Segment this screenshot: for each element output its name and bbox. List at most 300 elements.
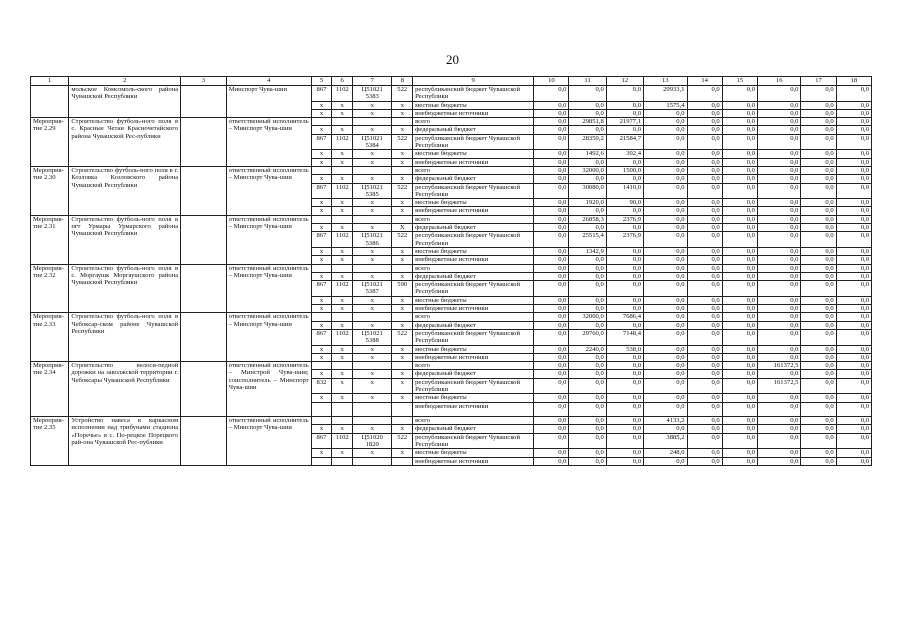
value-cell (353, 264, 392, 272)
executor-cell: Минспорт Чува-шии (226, 86, 311, 118)
value-cell: 0,0 (644, 370, 688, 378)
value-cell: 0,0 (569, 449, 606, 457)
value-cell: 0,0 (757, 86, 801, 102)
value-cell: 0,0 (534, 86, 569, 102)
value-cell: 0,0 (836, 150, 871, 158)
value-cell: 0,0 (687, 101, 722, 109)
value-cell: 0,0 (687, 109, 722, 117)
value-cell: x (332, 158, 353, 166)
value-cell (311, 118, 332, 126)
value-cell: 0,0 (569, 281, 606, 297)
value-cell (311, 457, 332, 465)
value-cell: 0,0 (687, 272, 722, 280)
value-cell: 0,0 (644, 353, 688, 361)
value-cell: 1102 (332, 134, 353, 150)
funding-source-cell: республиканский бюджет Чувашской Республики (413, 281, 534, 297)
value-cell: 0,0 (569, 296, 606, 304)
value-cell (392, 166, 413, 174)
value-cell (311, 362, 332, 370)
value-cell: 0,0 (722, 402, 757, 417)
value-cell: x (392, 425, 413, 433)
event-cell: Мероприя-тие 2.31 (31, 215, 69, 264)
event-cell: Мероприя-тие 2.32 (31, 264, 69, 313)
value-cell (392, 118, 413, 126)
value-cell: 0,0 (836, 433, 871, 449)
column-number: 3 (181, 77, 227, 86)
value-cell: x (311, 296, 332, 304)
value-cell: 29933,1 (644, 86, 688, 102)
value-cell: 0,0 (836, 362, 871, 370)
value-cell: 0,0 (534, 215, 569, 223)
value-cell: 0,0 (644, 313, 688, 321)
value-cell: 0,0 (801, 101, 836, 109)
value-cell: 0,0 (606, 402, 643, 417)
value-cell: 0,0 (836, 281, 871, 297)
value-cell: 0,0 (801, 296, 836, 304)
value-cell: 0,0 (757, 199, 801, 207)
value-cell: 0,0 (644, 321, 688, 329)
value-cell: 0,0 (644, 134, 688, 150)
value-cell: 0,0 (687, 126, 722, 134)
value-cell: 0,0 (606, 321, 643, 329)
value-cell (353, 417, 392, 425)
funding-source-cell: всего (413, 313, 534, 321)
value-cell: 0,0 (757, 417, 801, 425)
value-cell (332, 362, 353, 370)
value-cell: x (332, 321, 353, 329)
value-cell: x (392, 305, 413, 313)
value-cell: 0,0 (836, 296, 871, 304)
value-cell: 0,0 (836, 199, 871, 207)
value-cell: x (353, 224, 392, 232)
value-cell: 0,0 (722, 256, 757, 264)
empty-cell (181, 215, 227, 264)
value-cell: 0,0 (722, 457, 757, 465)
value-cell: x (332, 175, 353, 183)
value-cell (332, 166, 353, 174)
value-cell: 0,0 (534, 353, 569, 361)
value-cell: 0,0 (606, 378, 643, 394)
value-cell: 0,0 (606, 449, 643, 457)
value-cell: 0,0 (534, 158, 569, 166)
value-cell: x (311, 109, 332, 117)
value-cell (353, 118, 392, 126)
value-cell: 0,0 (534, 362, 569, 370)
value-cell: 0,0 (801, 281, 836, 297)
value-cell: X (392, 224, 413, 232)
value-cell: x (332, 305, 353, 313)
value-cell (311, 264, 332, 272)
value-cell: x (353, 378, 392, 394)
value-cell: 0,0 (644, 402, 688, 417)
value-cell: 0,0 (606, 207, 643, 215)
value-cell: 1102 (332, 232, 353, 248)
value-cell: 0,0 (687, 425, 722, 433)
value-cell: 7148,4 (606, 329, 643, 345)
column-number: 7 (353, 77, 392, 86)
value-cell: x (392, 296, 413, 304)
value-cell (392, 264, 413, 272)
value-cell: 0,0 (801, 272, 836, 280)
value-cell: 0,0 (606, 417, 643, 425)
value-cell: x (332, 224, 353, 232)
value-cell: 0,0 (836, 370, 871, 378)
funding-source-cell: местные бюджеты (413, 247, 534, 255)
value-cell: 0,0 (569, 378, 606, 394)
value-cell (353, 313, 392, 321)
value-cell: 7686,4 (606, 313, 643, 321)
value-cell: 0,0 (606, 86, 643, 102)
event-name-cell: мольское Комсомоль-ского района Чувашской Республики (69, 86, 181, 118)
funding-source-cell: всего (413, 362, 534, 370)
value-cell: x (311, 101, 332, 109)
value-cell: 0,0 (687, 166, 722, 174)
executor-cell: ответственный исполнитель – Минспорт Чува-шии (226, 417, 311, 466)
value-cell: 0,0 (534, 166, 569, 174)
column-number: 10 (534, 77, 569, 86)
column-number: 9 (413, 77, 534, 86)
value-cell: 0,0 (722, 370, 757, 378)
value-cell: 0,0 (757, 215, 801, 223)
value-cell: 0,0 (534, 345, 569, 353)
value-cell: 0,0 (801, 313, 836, 321)
value-cell: 0,0 (569, 362, 606, 370)
value-cell: 0,0 (534, 449, 569, 457)
value-cell: 0,0 (644, 207, 688, 215)
value-cell: 0,0 (836, 305, 871, 313)
value-cell: 522 (392, 433, 413, 449)
table-header (31, 77, 872, 86)
value-cell: 0,0 (687, 313, 722, 321)
event-cell: Мероприя-тие 2.33 (31, 313, 69, 362)
value-cell: 0,0 (606, 281, 643, 297)
value-cell: 0,0 (644, 394, 688, 402)
value-cell: 0,0 (836, 109, 871, 117)
value-cell: 1102 (332, 86, 353, 102)
value-cell: 0,0 (722, 345, 757, 353)
funding-source-cell: всего (413, 417, 534, 425)
value-cell: 0,0 (644, 215, 688, 223)
value-cell: 0,0 (534, 134, 569, 150)
funding-source-cell: местные бюджеты (413, 394, 534, 402)
funding-source-cell: местные бюджеты (413, 199, 534, 207)
funding-source-cell: местные бюджеты (413, 101, 534, 109)
funding-source-cell: внебюджетные источники (413, 457, 534, 465)
value-cell: x (353, 345, 392, 353)
value-cell: x (353, 321, 392, 329)
value-cell: 0,0 (569, 109, 606, 117)
value-cell: 0,0 (722, 183, 757, 199)
value-cell: 0,0 (606, 158, 643, 166)
value-cell: 0,0 (644, 425, 688, 433)
empty-cell (181, 313, 227, 362)
funding-source-cell: федеральный бюджет (413, 175, 534, 183)
value-cell: 0,0 (722, 166, 757, 174)
value-cell: 1102 (332, 281, 353, 297)
value-cell: 0,0 (606, 362, 643, 370)
value-cell: x (311, 353, 332, 361)
executor-cell: ответственный исполнитель – Минспорт Чува-шии (226, 118, 311, 167)
value-cell: 0,0 (801, 232, 836, 248)
value-cell: 0,0 (722, 232, 757, 248)
value-cell: x (353, 199, 392, 207)
value-cell: 0,0 (757, 433, 801, 449)
value-cell: 522 (392, 183, 413, 199)
value-cell: 0,0 (801, 457, 836, 465)
value-cell: x (353, 207, 392, 215)
funding-source-cell: всего (413, 118, 534, 126)
value-cell: 0,0 (757, 321, 801, 329)
value-cell: 0,0 (687, 449, 722, 457)
value-cell: 21977,1 (606, 118, 643, 126)
value-cell: 0,0 (836, 232, 871, 248)
value-cell: x (353, 101, 392, 109)
value-cell: 0,0 (534, 256, 569, 264)
value-cell: 248,0 (644, 449, 688, 457)
value-cell: 0,0 (534, 199, 569, 207)
value-cell: x (332, 150, 353, 158)
value-cell: x (353, 150, 392, 158)
value-cell: 867 (311, 433, 332, 449)
value-cell: 0,0 (569, 224, 606, 232)
executor-cell: ответственный исполнитель – Минстрой Чува-шии; соисполнитель – Минспорт Чува-шии (226, 362, 311, 417)
value-cell: x (332, 272, 353, 280)
event-name-cell: Строительство футболь-ного поля в с. Красные Четаи Красночетайского района Чувашской Рес-публики (69, 118, 181, 167)
value-cell: x (353, 126, 392, 134)
value-cell: 0,0 (534, 101, 569, 109)
value-cell: 0,0 (687, 86, 722, 102)
value-cell: 0,0 (644, 345, 688, 353)
value-cell: 0,0 (757, 305, 801, 313)
value-cell: x (332, 378, 353, 394)
value-cell: 0,0 (801, 224, 836, 232)
value-cell: 0,0 (569, 256, 606, 264)
value-cell: 0,0 (722, 449, 757, 457)
value-cell (353, 457, 392, 465)
value-cell: 0,0 (801, 345, 836, 353)
value-cell: 1102 (332, 433, 353, 449)
value-cell: 0,0 (801, 417, 836, 425)
value-cell: x (353, 272, 392, 280)
value-cell: 0,0 (836, 264, 871, 272)
value-cell: x (311, 175, 332, 183)
value-cell: 0,0 (606, 101, 643, 109)
funding-source-cell: внебюджетные источники (413, 305, 534, 313)
value-cell: 1575,4 (644, 101, 688, 109)
value-cell: 0,0 (644, 232, 688, 248)
value-cell: 0,0 (836, 215, 871, 223)
value-cell: 0,0 (757, 281, 801, 297)
value-cell: 30080,0 (569, 183, 606, 199)
empty-cell (181, 86, 227, 118)
funding-source-cell: внебюджетные источники (413, 158, 534, 166)
value-cell: 0,0 (569, 158, 606, 166)
value-cell: x (311, 207, 332, 215)
value-cell: 0,0 (722, 305, 757, 313)
value-cell: 0,0 (722, 207, 757, 215)
value-cell: 0,0 (534, 378, 569, 394)
value-cell: 0,0 (801, 150, 836, 158)
funding-source-cell: федеральный бюджет (413, 224, 534, 232)
value-cell: 0,0 (801, 362, 836, 370)
value-cell: 0,0 (722, 150, 757, 158)
value-cell: 0,0 (569, 433, 606, 449)
column-number: 18 (836, 77, 871, 86)
value-cell: x (311, 150, 332, 158)
value-cell: 0,0 (534, 207, 569, 215)
value-cell: 0,0 (836, 449, 871, 457)
value-cell: 0,0 (606, 256, 643, 264)
column-number: 2 (69, 77, 181, 86)
value-cell: 0,0 (836, 134, 871, 150)
value-cell: 0,0 (836, 86, 871, 102)
value-cell: 0,0 (534, 321, 569, 329)
value-cell: 522 (392, 329, 413, 345)
value-cell: x (353, 394, 392, 402)
column-number: 5 (311, 77, 332, 86)
value-cell: 0,0 (569, 370, 606, 378)
value-cell: 25515,4 (569, 232, 606, 248)
funding-source-cell: республиканский бюджет Чувашской Республики (413, 433, 534, 449)
value-cell: 0,0 (534, 457, 569, 465)
value-cell: x (392, 256, 413, 264)
value-cell: 0,0 (534, 417, 569, 425)
event-cell: Мероприя-тие 2.29 (31, 118, 69, 167)
value-cell: 0,0 (836, 126, 871, 134)
value-cell: x (311, 394, 332, 402)
value-cell: 0,0 (644, 378, 688, 394)
value-cell: 0,0 (722, 353, 757, 361)
value-cell: 0,0 (606, 370, 643, 378)
column-number: 14 (687, 77, 722, 86)
table-row (31, 118, 872, 126)
value-cell: 392,4 (606, 150, 643, 158)
value-cell (392, 215, 413, 223)
value-cell: x (311, 425, 332, 433)
value-cell: x (392, 345, 413, 353)
value-cell: 1920,0 (569, 199, 606, 207)
value-cell: 0,0 (757, 175, 801, 183)
value-cell: 0,0 (534, 264, 569, 272)
value-cell: 0,0 (722, 134, 757, 150)
value-cell: x (392, 126, 413, 134)
value-cell (311, 166, 332, 174)
value-cell: x (392, 199, 413, 207)
value-cell: 867 (311, 329, 332, 345)
value-cell: 0,0 (687, 353, 722, 361)
value-cell: x (332, 126, 353, 134)
value-cell: 0,0 (644, 175, 688, 183)
value-cell: x (353, 175, 392, 183)
value-cell: 4133,2 (644, 417, 688, 425)
value-cell: 0,0 (757, 402, 801, 417)
value-cell: 0,0 (757, 150, 801, 158)
funding-source-cell: всего (413, 215, 534, 223)
value-cell: 0,0 (836, 321, 871, 329)
value-cell: 0,0 (687, 321, 722, 329)
value-cell: 0,0 (534, 118, 569, 126)
value-cell: 0,0 (687, 207, 722, 215)
value-cell: x (353, 370, 392, 378)
column-number: 16 (757, 77, 801, 86)
value-cell: 0,0 (801, 199, 836, 207)
value-cell (353, 402, 392, 417)
value-cell: 0,0 (801, 207, 836, 215)
value-cell: Ц51021 5383 (353, 86, 392, 102)
value-cell: x (392, 272, 413, 280)
value-cell: 0,0 (757, 425, 801, 433)
value-cell: x (392, 158, 413, 166)
value-cell: x (332, 353, 353, 361)
value-cell: 0,0 (644, 272, 688, 280)
value-cell: x (392, 449, 413, 457)
value-cell: x (332, 449, 353, 457)
value-cell: 0,0 (801, 264, 836, 272)
value-cell: x (311, 345, 332, 353)
value-cell: 0,0 (836, 207, 871, 215)
value-cell: 32000,0 (569, 166, 606, 174)
value-cell: x (311, 305, 332, 313)
value-cell: 867 (311, 281, 332, 297)
value-cell: x (311, 321, 332, 329)
value-cell: 0,0 (722, 118, 757, 126)
value-cell: 0,0 (836, 224, 871, 232)
funding-source-cell: внебюджетные источники (413, 109, 534, 117)
value-cell: 1102 (332, 329, 353, 345)
value-cell (332, 118, 353, 126)
value-cell: 0,0 (801, 215, 836, 223)
column-number: 6 (332, 77, 353, 86)
value-cell: 0,0 (534, 370, 569, 378)
value-cell: x (332, 247, 353, 255)
value-cell: x (332, 345, 353, 353)
value-cell: 0,0 (757, 370, 801, 378)
value-cell: 0,0 (534, 313, 569, 321)
value-cell: x (311, 247, 332, 255)
value-cell: x (311, 224, 332, 232)
value-cell: 0,0 (606, 433, 643, 449)
value-cell: 0,0 (836, 247, 871, 255)
value-cell: 0,0 (801, 175, 836, 183)
empty-cell (181, 166, 227, 215)
value-cell: 0,0 (836, 457, 871, 465)
empty-cell (181, 362, 227, 417)
value-cell: 590 (392, 281, 413, 297)
value-cell: x (311, 272, 332, 280)
value-cell: 0,0 (687, 158, 722, 166)
value-cell: x (392, 150, 413, 158)
value-cell: 0,0 (534, 224, 569, 232)
event-cell: Мероприя-тие 2.34 (31, 362, 69, 417)
table-row (31, 264, 872, 272)
value-cell: 0,0 (757, 449, 801, 457)
value-cell: 0,0 (801, 305, 836, 313)
value-cell: 0,0 (722, 296, 757, 304)
executor-cell: ответственный исполнитель – Минспорт Чува-шии (226, 264, 311, 313)
value-cell: 32000,0 (569, 313, 606, 321)
value-cell: 0,0 (836, 378, 871, 394)
value-cell (392, 417, 413, 425)
value-cell: 0,0 (801, 378, 836, 394)
event-name-cell: Строительство футболь-ного поля в пгт Урмары Урмарского района Чувашской Республики (69, 215, 181, 264)
value-cell: 0,0 (836, 402, 871, 417)
value-cell: 0,0 (644, 362, 688, 370)
value-cell: x (332, 256, 353, 264)
value-cell: 161372,5 (757, 378, 801, 394)
value-cell: 0,0 (757, 109, 801, 117)
value-cell: 0,0 (534, 329, 569, 345)
value-cell (353, 166, 392, 174)
